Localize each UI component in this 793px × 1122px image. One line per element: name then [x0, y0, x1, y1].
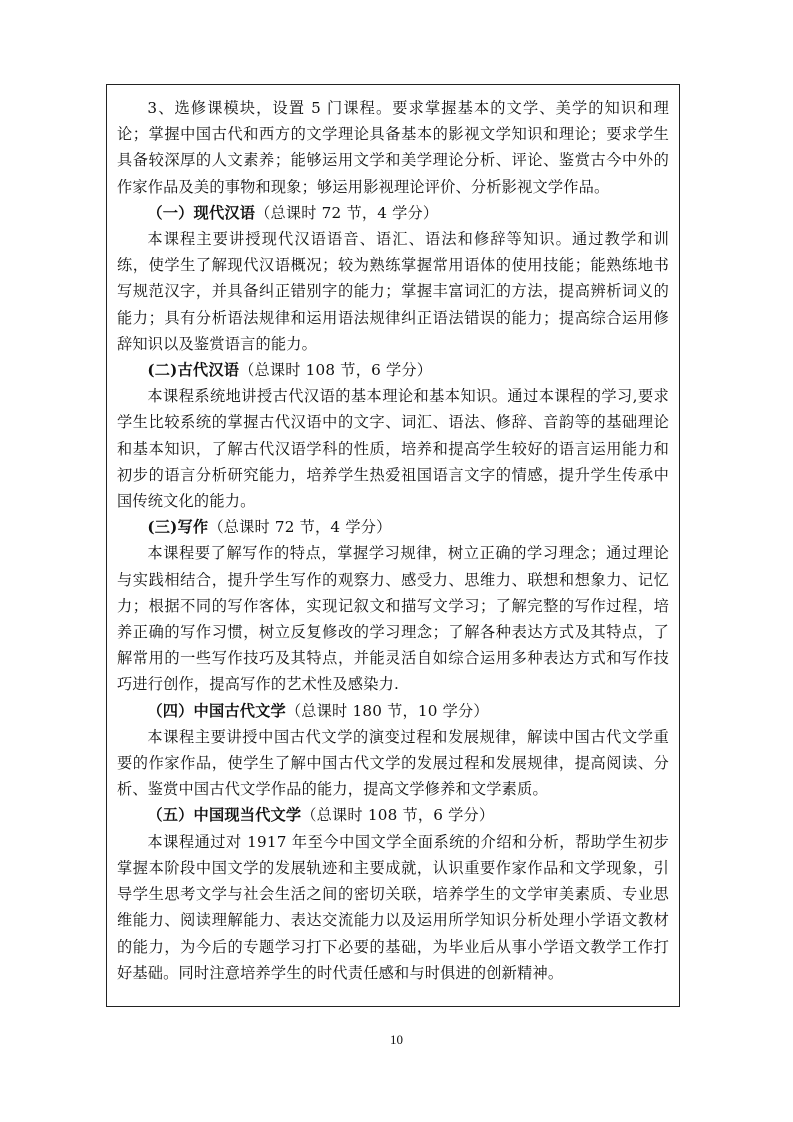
course-meta: （总课时 72 节，4 学分）	[255, 203, 439, 222]
course-title: (三)写作	[147, 518, 209, 537]
page-number: 10	[390, 1032, 403, 1047]
course-title: (二)古代汉语	[147, 361, 240, 380]
course-heading-modern-chinese	[117, 200, 669, 226]
elective-module-intro: 3、选修课模块，设置 5 门课程。要求掌握基本的文学、美学的知识和理论；掌握中国古代和西方的文学理论具备基本的影视文学知识和理论；要求学生具备较深厚的人文素养；能够运用文学和美学理论分析、评论、鉴赏古今中外的作家作品及美的事物和现象；够运用影视理论评价、分析影视文学作品。	[117, 99, 669, 196]
course-heading-ancient-literature	[117, 698, 669, 724]
course-meta: （总课时 108 节，6 学分）	[239, 361, 433, 380]
course-meta: （总课时 108 节，6 学分）	[301, 806, 495, 825]
course-heading-ancient-chinese	[117, 357, 669, 383]
course-title: （五）中国现当代文学	[147, 806, 302, 825]
course-title: （四）中国古代文学	[147, 701, 286, 720]
course-description-writing: 本课程要了解写作的特点，掌握学习规律，树立正确的学习理念；通过理论与实践相结合，提升学生写作的观察力、感受力、思维力、联想和想象力、记忆力；根据不同的写作客体，实现记叙文和描写文学习；了解完整的写作过程，培养正确的写作习惯，树立反复修改的学习理念；了解各种表达方式及其特点，了解常用的一些写作技巧及其特点，并能灵活自如综合运用多种表达方式和写作技巧进行创作，提高写作的艺术性及感染力.	[117, 544, 669, 694]
course-description-ancient-chinese: 本课程系统地讲授古代汉语的基本理论和基本知识。通过本课程的学习,要求学生比较系统的掌握古代汉语中的文字、词汇、语法、修辞、音韵等的基础理论和基本知识，了解古代汉语学科的性质，培养和提高学生较好的语言运用能力和初步的语言分析研究能力，培养学生热爱祖国语言文字的情感，提升学生传承中国传统文化的能力。	[117, 387, 669, 511]
course-heading-modern-literature	[117, 802, 669, 828]
course-description-ancient-literature: 本课程主要讲授中国古代文学的演变过程和发展规律，解读中国古代文学重要的作家作品，使学生了解中国古代文学的发展过程和发展规律，提高阅读、分析、鉴赏中国古代文学作品的能力，提高文学修养和文学素质。	[117, 727, 669, 799]
course-description-modern-literature: 本课程通过对 1917 年至今中国文学全面系统的介绍和分析，帮助学生初步掌握本阶段中国文学的发展轨迹和主要成就，认识重要作家作品和文学现象，引导学生思考文学与社会生活之间的密切关联，培养学生的文学审美素质、专业思维能力、阅读理解能力、表达交流能力以及运用所学知识分析处理小学语文教材的能力，为今后的专题学习打下必要的基础，为毕业后从事小学语文教学工作打好基础。同时注意培养学生的时代责任感和与时俱进的创新精神。	[117, 832, 669, 982]
course-meta: （总课时 180 节，10 学分）	[285, 701, 489, 720]
course-heading-writing	[117, 514, 669, 540]
course-description-modern-chinese: 本课程主要讲授现代汉语语音、语汇、语法和修辞等知识。通过教学和训练，使学生了解现代汉语概况；较为熟练掌握常用语体的使用技能；能熟练地书写规范汉字，并具备纠正错别字的能力；掌握丰富词汇的方法，提高辨析词义的能力；具有分析语法规律和运用语法规律纠正语法错误的能力；提高综合运用修辞知识以及鉴赏语言的能力。	[117, 230, 669, 353]
course-meta: （总课时 72 节，4 学分）	[208, 518, 392, 537]
content-box	[106, 84, 680, 1007]
course-title: （一）现代汉语	[147, 203, 256, 222]
